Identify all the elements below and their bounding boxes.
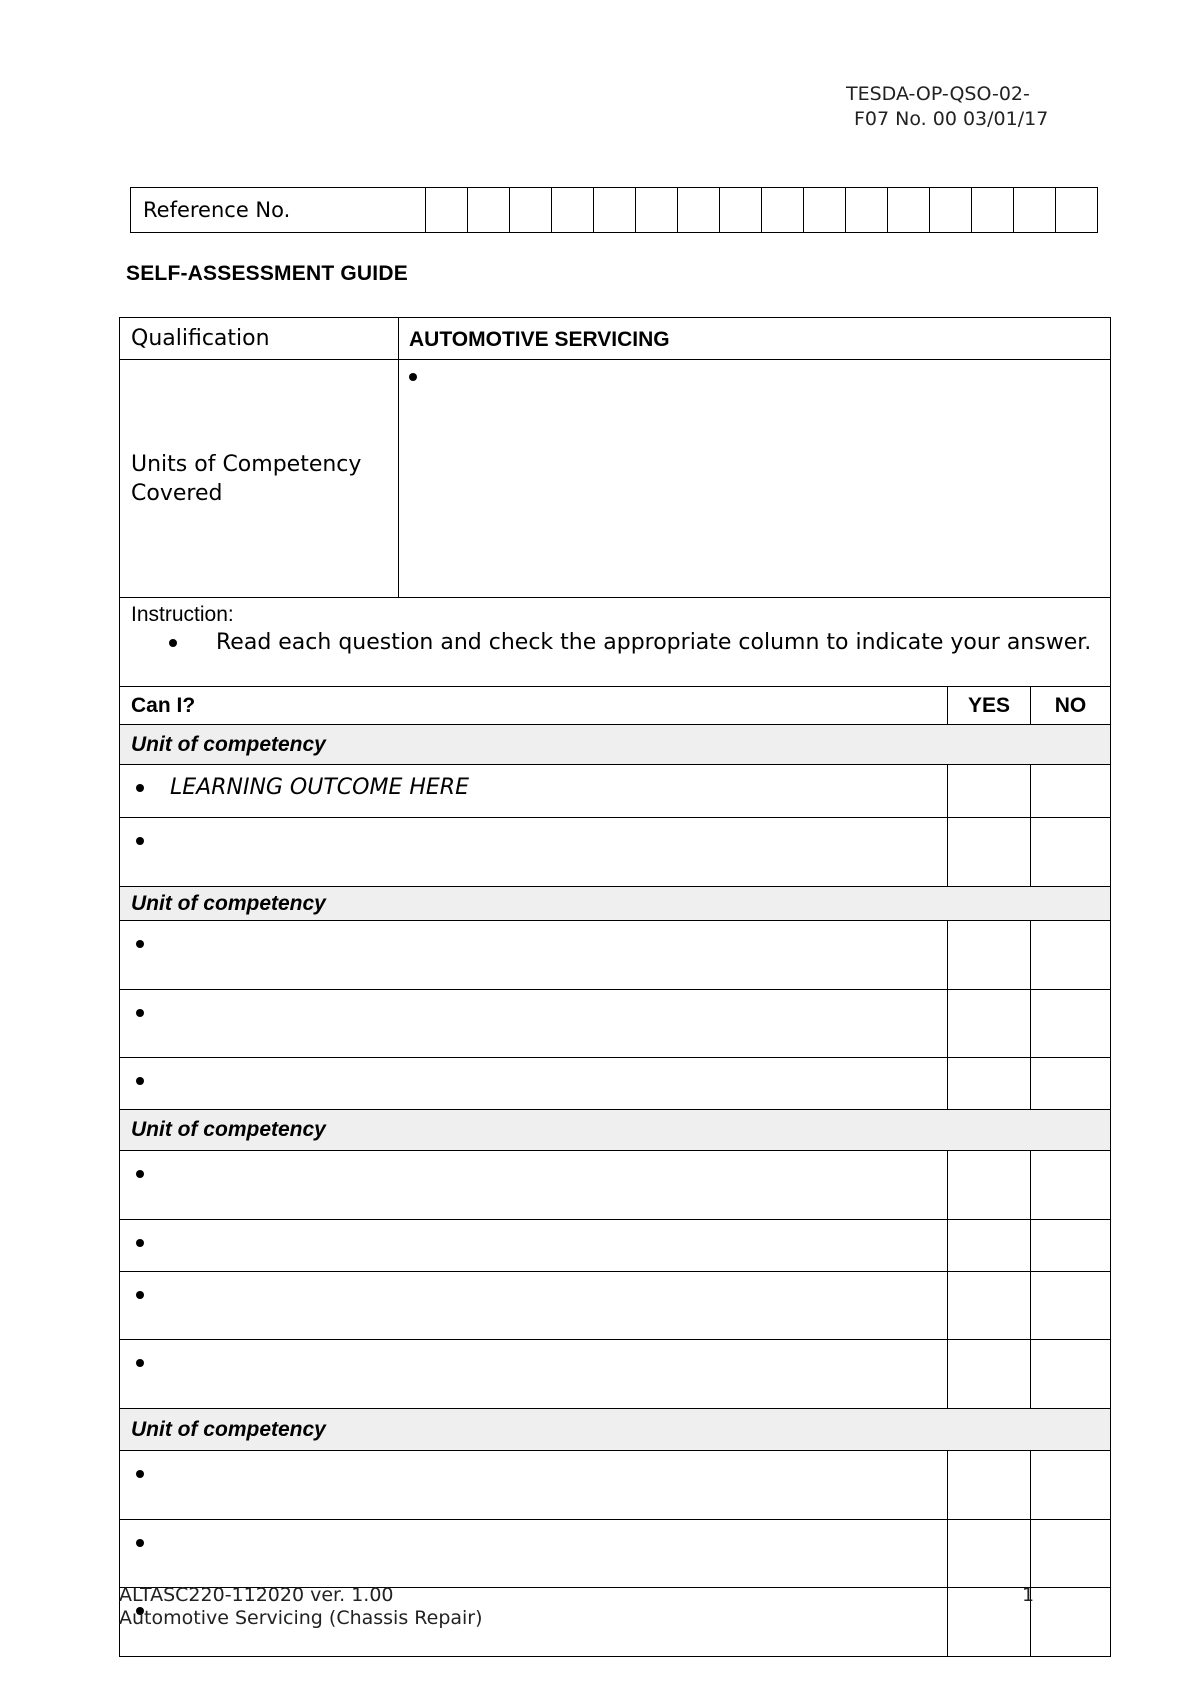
qualification-label: Qualification	[120, 318, 399, 360]
learning-outcome-row	[120, 1272, 1111, 1340]
units-covered-label: Units of Competency Covered	[120, 360, 399, 598]
yes-checkbox-cell[interactable]	[948, 1451, 1031, 1520]
yes-checkbox-cell[interactable]	[948, 921, 1031, 990]
bullet-icon	[136, 837, 144, 845]
instruction-title: Instruction:	[131, 603, 234, 626]
no-checkbox-cell[interactable]	[1031, 1272, 1111, 1340]
footer	[119, 1584, 483, 1630]
no-checkbox-cell[interactable]	[1031, 765, 1111, 818]
learning-outcome-row	[120, 1451, 1111, 1520]
unit-of-competency-row	[120, 725, 1111, 765]
learning-outcome-cell[interactable]	[120, 1451, 948, 1520]
learning-outcome-text: LEARNING OUTCOME HERE	[170, 775, 469, 800]
reference-digit-box[interactable]	[636, 188, 678, 233]
page-title: SELF-ASSESSMENT GUIDE	[126, 262, 408, 285]
unit-of-competency-label: Unit of competency	[120, 725, 1111, 765]
learning-outcome-cell[interactable]	[120, 1220, 948, 1272]
learning-outcome-cell[interactable]	[120, 1520, 948, 1588]
column-header-row	[120, 687, 1111, 725]
unit-of-competency-label: Unit of competency	[120, 887, 1111, 921]
reference-number-label: Reference No.	[131, 188, 426, 233]
unit-of-competency-label: Unit of competency	[120, 1409, 1111, 1451]
bullet-icon	[136, 1077, 144, 1085]
learning-outcome-row	[120, 1058, 1111, 1110]
yes-checkbox-cell[interactable]	[948, 1058, 1031, 1110]
unit-of-competency-row	[120, 1409, 1111, 1451]
footer-doc-code: ALTASC220-112020 ver. 1.00	[119, 1584, 394, 1606]
instruction-cell	[120, 598, 1111, 687]
no-header: NO	[1031, 687, 1111, 725]
instruction-item	[131, 628, 1099, 657]
learning-outcome-cell[interactable]	[120, 1151, 948, 1220]
learning-outcome-cell[interactable]	[120, 921, 948, 990]
learning-outcome-row	[120, 1520, 1111, 1588]
yes-checkbox-cell[interactable]	[948, 1151, 1031, 1220]
reference-digit-box[interactable]	[762, 188, 804, 233]
learning-outcome-cell[interactable]	[120, 990, 948, 1058]
footer-course: Automotive Servicing (Chassis Repair)	[119, 1607, 483, 1629]
bullet-icon	[136, 1291, 144, 1299]
bullet-icon	[409, 373, 417, 381]
page-number: 1	[1022, 1584, 1035, 1606]
learning-outcome-cell[interactable]	[120, 765, 948, 818]
learning-outcome-row	[120, 1151, 1111, 1220]
learning-outcome-cell[interactable]	[120, 1340, 948, 1409]
reference-digit-box[interactable]	[510, 188, 552, 233]
learning-outcome-row	[120, 921, 1111, 990]
unit-of-competency-row	[120, 887, 1111, 921]
bullet-icon	[136, 1539, 144, 1547]
bullet-icon	[136, 1239, 144, 1247]
bullet-icon	[136, 1359, 144, 1367]
yes-checkbox-cell[interactable]	[948, 1220, 1031, 1272]
units-covered-field[interactable]	[399, 360, 1111, 598]
bullet-icon	[136, 1009, 144, 1017]
yes-checkbox-cell[interactable]	[948, 765, 1031, 818]
reference-digit-box[interactable]	[1014, 188, 1056, 233]
no-checkbox-cell[interactable]	[1031, 1340, 1111, 1409]
reference-digit-box[interactable]	[678, 188, 720, 233]
reference-digit-box[interactable]	[972, 188, 1014, 233]
reference-digit-box[interactable]	[804, 188, 846, 233]
form-code	[846, 82, 1048, 132]
units-covered-row	[120, 360, 1111, 598]
bullet-icon	[169, 639, 177, 647]
yes-checkbox-cell[interactable]	[948, 1520, 1031, 1588]
bullet-icon	[136, 940, 144, 948]
learning-outcome-cell[interactable]	[120, 818, 948, 887]
bullet-icon	[136, 784, 144, 792]
yes-checkbox-cell[interactable]	[948, 818, 1031, 887]
reference-digit-box[interactable]	[846, 188, 888, 233]
no-checkbox-cell[interactable]	[1031, 1058, 1111, 1110]
reference-digit-box[interactable]	[552, 188, 594, 233]
bullet-icon	[136, 1170, 144, 1178]
unit-of-competency-label: Unit of competency	[120, 1110, 1111, 1151]
no-checkbox-cell[interactable]	[1031, 818, 1111, 887]
no-checkbox-cell[interactable]	[1031, 1451, 1111, 1520]
learning-outcome-row	[120, 765, 1111, 818]
no-checkbox-cell[interactable]	[1031, 1520, 1111, 1588]
yes-header: YES	[948, 687, 1031, 725]
reference-digit-box[interactable]	[720, 188, 762, 233]
reference-digit-box[interactable]	[930, 188, 972, 233]
qualification-row	[120, 318, 1111, 360]
reference-digit-box[interactable]	[594, 188, 636, 233]
learning-outcome-row	[120, 1340, 1111, 1409]
yes-checkbox-cell[interactable]	[948, 1340, 1031, 1409]
reference-digit-box[interactable]	[426, 188, 468, 233]
learning-outcome-cell[interactable]	[120, 1058, 948, 1110]
learning-outcome-row	[120, 990, 1111, 1058]
bullet-icon	[136, 1470, 144, 1478]
self-assessment-table	[119, 317, 1111, 1657]
no-checkbox-cell[interactable]	[1031, 990, 1111, 1058]
no-checkbox-cell[interactable]	[1031, 1151, 1111, 1220]
reference-digit-box[interactable]	[1056, 188, 1098, 233]
no-checkbox-cell[interactable]	[1031, 921, 1111, 990]
yes-checkbox-cell[interactable]	[948, 990, 1031, 1058]
reference-digit-box[interactable]	[468, 188, 510, 233]
no-checkbox-cell[interactable]	[1031, 1588, 1111, 1657]
reference-digit-box[interactable]	[888, 188, 930, 233]
learning-outcome-row	[120, 1220, 1111, 1272]
form-code-line-2: F07 No. 00 03/01/17	[854, 108, 1049, 130]
unit-of-competency-row	[120, 1110, 1111, 1151]
instruction-text: Read each question and check the appropriate column to indicate your answer.	[216, 630, 1092, 655]
no-checkbox-cell[interactable]	[1031, 1220, 1111, 1272]
form-code-line-1: TESDA-OP-QSO-02-	[846, 83, 1030, 105]
can-i-header: Can I?	[120, 687, 948, 725]
yes-checkbox-cell[interactable]	[948, 1272, 1031, 1340]
learning-outcome-cell[interactable]	[120, 1272, 948, 1340]
qualification-value: AUTOMOTIVE SERVICING	[399, 318, 1111, 360]
reference-number-table	[130, 187, 1098, 233]
learning-outcome-row	[120, 818, 1111, 887]
instruction-row	[120, 598, 1111, 687]
yes-checkbox-cell[interactable]	[948, 1588, 1031, 1657]
